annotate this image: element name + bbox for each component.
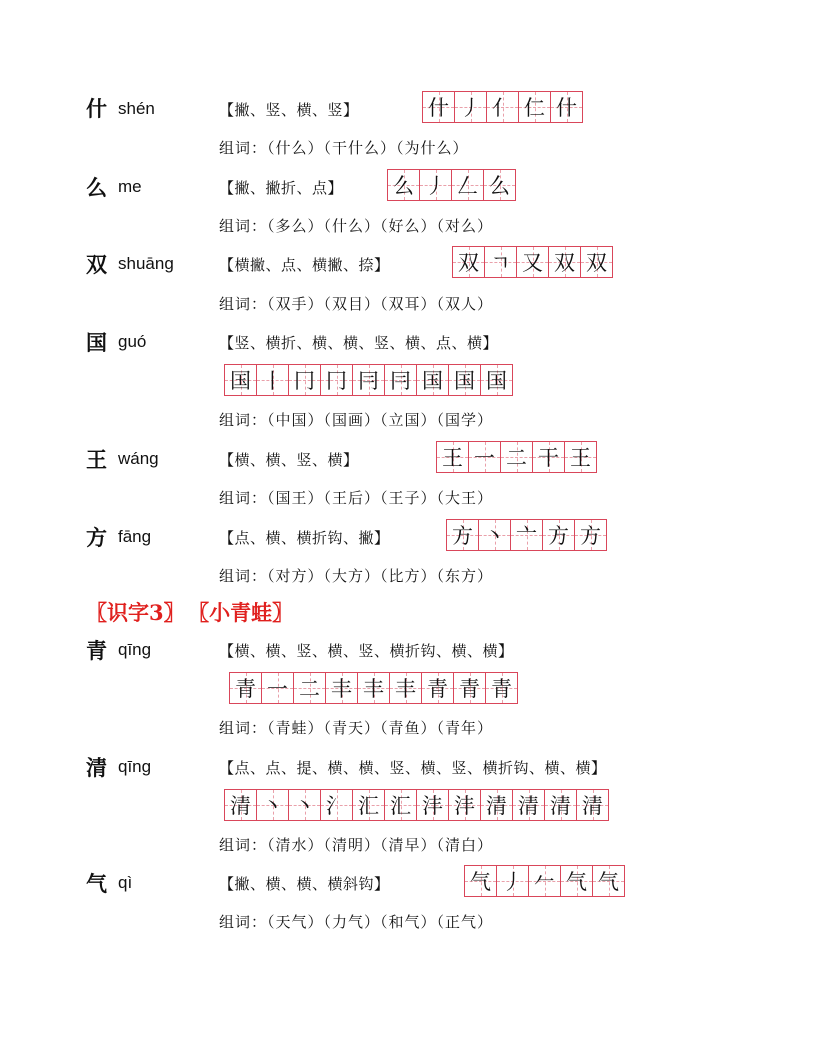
- entry-pinyin: fāng: [118, 527, 152, 546]
- entry-pinyin: wáng: [118, 449, 159, 468]
- grid-cell: 冃: [353, 364, 385, 396]
- stroke-grid: [464, 865, 625, 897]
- grid-cell: 么: [388, 169, 420, 201]
- stroke-order-text: 【撇、竖、横、竖】: [219, 101, 359, 119]
- grid-cell: 二: [501, 441, 533, 473]
- grid-cell: 汇: [385, 789, 417, 821]
- stroke-grid: [387, 169, 516, 201]
- entry-pinyin: me: [118, 177, 142, 196]
- grid-cell: 方: [543, 519, 575, 551]
- grid-cell: 𠃋: [452, 169, 484, 201]
- stroke-grid: [224, 789, 609, 821]
- grid-cell: 气: [561, 865, 593, 897]
- entry-character: 什: [86, 96, 107, 121]
- grid-cell: 么: [484, 169, 516, 201]
- stroke-order-text: 【撇、撇折、点】: [219, 179, 344, 197]
- stroke-order-text: 【横、横、竖、横、竖、横折钩、横、横】: [219, 642, 514, 660]
- grid-cell: 丰: [326, 672, 358, 704]
- grid-cell: 丿: [420, 169, 452, 201]
- entry-pinyin: qīng: [118, 640, 152, 659]
- grid-cell: 丶: [479, 519, 511, 551]
- entry-pinyin: qì: [118, 873, 133, 892]
- grid-cell: 丰: [358, 672, 390, 704]
- grid-cell: 二: [294, 672, 326, 704]
- word-list: 组词：（什么）（干什么）（为什么）: [219, 139, 469, 157]
- stroke-order-text: 【横、横、竖、横】: [219, 451, 359, 469]
- grid-cell: 王: [437, 441, 469, 473]
- entry-character: 气: [86, 871, 107, 896]
- stroke-grid: [229, 672, 518, 704]
- word-list: 组词：（对方）（大方）（比方）（东方）: [219, 567, 494, 585]
- entry-pinyin: shuāng: [118, 254, 174, 273]
- grid-cell: 丰: [390, 672, 422, 704]
- grid-cell: 亻: [487, 91, 519, 123]
- lesson-subtitle: 〖小青蛙〗: [198, 600, 294, 625]
- grid-cell: 青: [422, 672, 454, 704]
- grid-cell: 什: [551, 91, 583, 123]
- word-list: 组词：（多么）（什么）（好么）（对么）: [219, 217, 494, 235]
- stroke-order-text: 【竖、横折、横、横、竖、横、点、横】: [219, 334, 499, 352]
- word-list: 组词：（清水）（清明）（清早）（清白）: [219, 836, 494, 854]
- grid-cell: 冂: [321, 364, 353, 396]
- word-list: 组词：（中国）（国画）（立国）（国学）: [219, 411, 494, 429]
- stroke-grid: [224, 364, 513, 396]
- grid-cell: 方: [447, 519, 479, 551]
- stroke-order-text: 【横撇、点、横撇、捺】: [219, 256, 390, 274]
- entry-character: 国: [86, 330, 107, 355]
- entry-pinyin: shén: [118, 99, 155, 118]
- stroke-order-text: 【撇、横、横、横斜钩】: [219, 875, 390, 893]
- word-list: 组词：（青蛙）（青天）（青鱼）（青年）: [219, 719, 494, 737]
- entry-character: 么: [86, 175, 107, 200]
- grid-cell: 𠂉: [529, 865, 561, 897]
- grid-cell: 方: [575, 519, 607, 551]
- grid-cell: 一: [469, 441, 501, 473]
- grid-cell: 国: [225, 364, 257, 396]
- entry-character: 清: [86, 755, 107, 780]
- grid-cell: 丿: [455, 91, 487, 123]
- grid-cell: 气: [465, 865, 497, 897]
- stroke-grid: [422, 91, 583, 123]
- stroke-grid: [446, 519, 607, 551]
- grid-cell: 国: [417, 364, 449, 396]
- stroke-grid: [436, 441, 597, 473]
- grid-cell: 亠: [511, 519, 543, 551]
- grid-cell: 仁: [519, 91, 551, 123]
- grid-cell: 气: [593, 865, 625, 897]
- grid-cell: 国: [449, 364, 481, 396]
- grid-cell: 丨: [257, 364, 289, 396]
- grid-cell: 双: [581, 246, 613, 278]
- grid-cell: 清: [545, 789, 577, 821]
- grid-cell: 丿: [497, 865, 529, 897]
- entry-character: 双: [86, 252, 107, 277]
- grid-cell: 冂: [289, 364, 321, 396]
- grid-cell: 沣: [449, 789, 481, 821]
- grid-cell: 青: [486, 672, 518, 704]
- grid-cell: 丶: [289, 789, 321, 821]
- grid-cell: 清: [513, 789, 545, 821]
- grid-cell: 沣: [417, 789, 449, 821]
- grid-cell: 双: [549, 246, 581, 278]
- grid-cell: 双: [453, 246, 485, 278]
- stroke-order-text: 【点、横、横折钩、撇】: [219, 529, 390, 547]
- grid-cell: 清: [225, 789, 257, 821]
- grid-cell: 青: [230, 672, 262, 704]
- entry-character: 青: [86, 638, 107, 663]
- stroke-order-text: 【点、点、提、横、横、竖、横、竖、横折钩、横、横】: [219, 759, 607, 777]
- grid-cell: ㄱ: [485, 246, 517, 278]
- stroke-grid: [452, 246, 613, 278]
- word-list: 组词：（国王）（王后）（王子）（大王）: [219, 489, 494, 507]
- lesson-title: 〖识字3〗: [86, 600, 185, 625]
- grid-cell: 氵: [321, 789, 353, 821]
- word-list: 组词：（双手）（双目）（双耳）（双人）: [219, 295, 494, 313]
- entry-character: 王: [86, 447, 107, 472]
- word-list: 组词：（天气）（力气）（和气）（正气）: [219, 913, 494, 931]
- grid-cell: 国: [481, 364, 513, 396]
- grid-cell: 王: [565, 441, 597, 473]
- grid-cell: 清: [577, 789, 609, 821]
- grid-cell: 冃: [385, 364, 417, 396]
- grid-cell: 清: [481, 789, 513, 821]
- entry-character: 方: [86, 525, 107, 550]
- grid-cell: 又: [517, 246, 549, 278]
- lesson-heading: [86, 599, 307, 627]
- grid-cell: 什: [423, 91, 455, 123]
- grid-cell: 干: [533, 441, 565, 473]
- entry-pinyin: guó: [118, 332, 147, 351]
- entry-pinyin: qīng: [118, 757, 152, 776]
- grid-cell: 一: [262, 672, 294, 704]
- grid-cell: 汇: [353, 789, 385, 821]
- grid-cell: 青: [454, 672, 486, 704]
- grid-cell: 丶: [257, 789, 289, 821]
